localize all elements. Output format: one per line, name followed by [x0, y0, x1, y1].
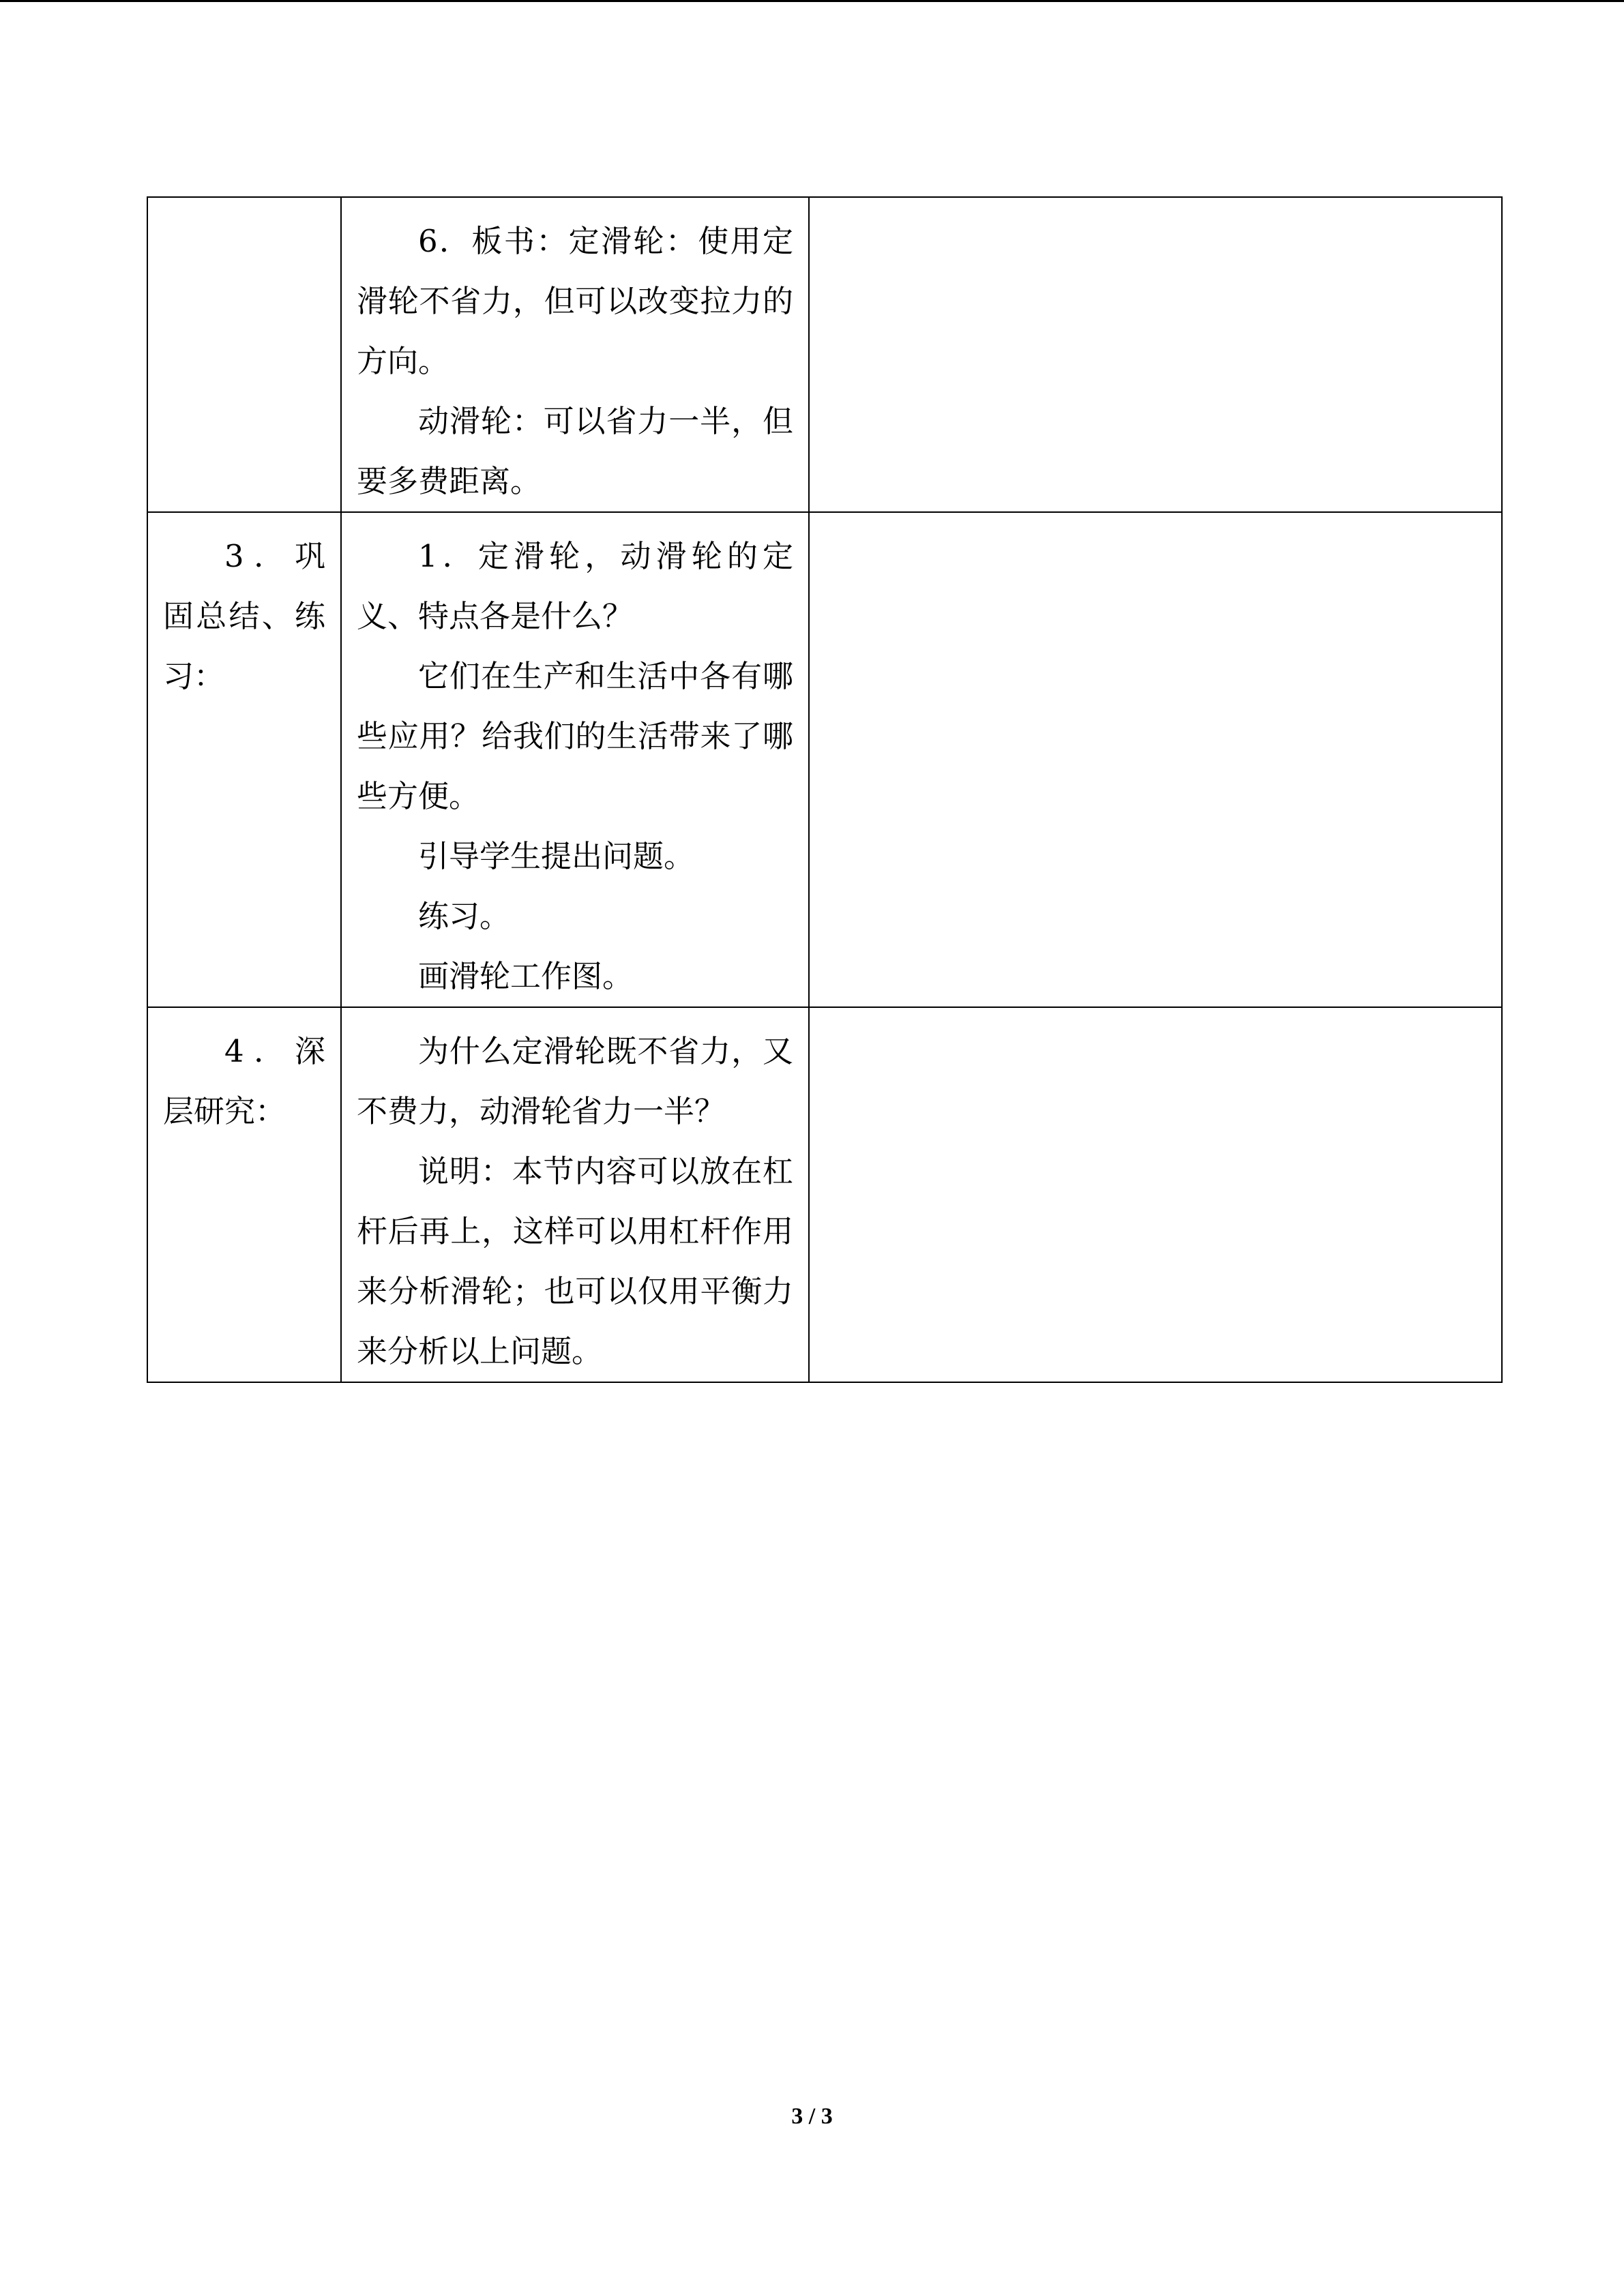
content-paragraph: 画滑轮工作图。 [418, 958, 634, 994]
content-paragraph: 它们在生产和生活中各有哪些应用？给我们的生活带来了哪些方便。 [357, 658, 793, 814]
top-border-line [0, 0, 1624, 2]
lesson-plan-table [147, 196, 1503, 1383]
content-cell [341, 512, 809, 1007]
table-row [147, 197, 1502, 512]
section-label: 4．深层研究： [163, 1033, 325, 1129]
section-cell [147, 1007, 341, 1382]
section-cell [147, 197, 341, 512]
page-number: 3 / 3 [791, 2104, 833, 2129]
notes-cell [809, 1007, 1502, 1382]
content-cell [341, 197, 809, 512]
table-row [147, 512, 1502, 1007]
section-cell [147, 512, 341, 1007]
content-paragraph: 6．板书：定滑轮：使用定滑轮不省力，但可以改变拉力的方向。 [357, 223, 793, 379]
content-cell [341, 1007, 809, 1382]
content-paragraph: 引导学生提出问题。 [418, 838, 695, 874]
content-paragraph: 1．定滑轮，动滑轮的定义、特点各是什么？ [357, 538, 793, 634]
table-row [147, 1007, 1502, 1382]
content-paragraph: 说明：本节内容可以放在杠杆后再上，这样可以用杠杆作用来分析滑轮；也可以仅用平衡力来分析以上问题。 [357, 1153, 793, 1369]
content-paragraph: 为什么定滑轮既不省力，又不费力，动滑轮省力一半？ [357, 1033, 793, 1129]
content-paragraph: 动滑轮：可以省力一半，但要多费距离。 [357, 403, 793, 499]
notes-cell [809, 512, 1502, 1007]
notes-cell [809, 197, 1502, 512]
content-paragraph: 练习。 [418, 898, 511, 934]
section-label: 3．巩固总结、练习： [163, 538, 325, 694]
